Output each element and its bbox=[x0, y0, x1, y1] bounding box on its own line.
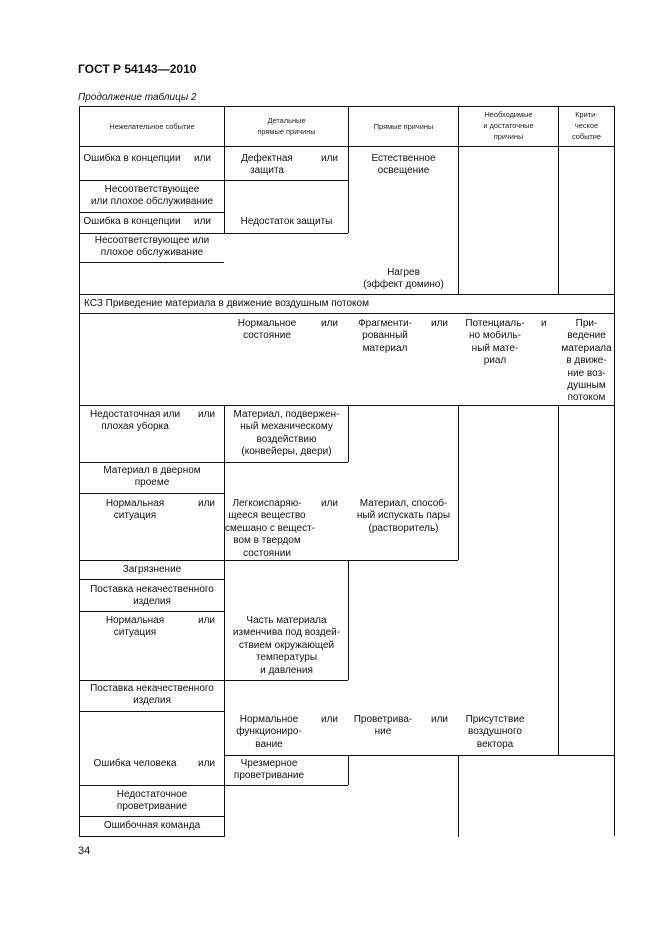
cell-wrong-command: Ошибочная команда bbox=[103, 820, 201, 831]
cell-heating-domino: Нагрев (эффект домино) bbox=[363, 267, 444, 291]
cell-normal-situation-1: Нормальная ситуация bbox=[105, 498, 165, 522]
cell-contamination: Загрязнение bbox=[122, 564, 182, 575]
cell-mechanically-affected-material: Материал, подвержен- ный механическому воздействию (конвейеры, двери) bbox=[233, 409, 340, 458]
operator-or: или bbox=[321, 714, 339, 725]
header-detailed-causes: Детальные прямые причины bbox=[257, 116, 316, 136]
cell-excessive-ventilation: Чрезмерное проветривание bbox=[233, 758, 305, 782]
cell-potentially-mobile-material: Потенциаль- но мобиль- ный мате- риал bbox=[465, 318, 525, 367]
cell-vapor-emitting-material: Материал, способ- ный испускать пары (растворитель) bbox=[356, 498, 451, 534]
header-direct-causes: Прямые причины bbox=[373, 122, 434, 131]
operator-and: и bbox=[541, 318, 547, 329]
cell-poor-quality-supply-2: Поставка некачественного изделия bbox=[90, 683, 214, 707]
operator-or: или bbox=[321, 498, 339, 509]
operator-or: или bbox=[198, 615, 216, 626]
cell-normal-state: Нормальное состояние bbox=[237, 318, 297, 342]
cell-normal-situation-2: Нормальная ситуация bbox=[105, 615, 165, 639]
header-critical-event: Крити- ческое событие bbox=[571, 110, 602, 141]
operator-or: или bbox=[431, 318, 449, 329]
cell-design-error-1: Ошибка в концепции bbox=[83, 153, 181, 164]
operator-or: или bbox=[198, 409, 216, 420]
cell-lack-of-protection: Недостаток защиты bbox=[240, 216, 333, 227]
cell-inadequate-maintenance-2: Несоответствующее или плохое обслуживание bbox=[94, 235, 210, 259]
cell-ventilation: Проветрива- ние bbox=[353, 714, 413, 738]
operator-or: или bbox=[194, 216, 212, 227]
cell-critical-event-airflow: При- ведение материала в движе- ние воз- душным потоком bbox=[561, 318, 612, 404]
section-ksz-title: КСЗ Приведение материала в движение воздушным потоком bbox=[84, 298, 369, 309]
operator-or: или bbox=[194, 153, 212, 164]
header-undesired-event: Нежелательное событие bbox=[109, 122, 195, 131]
page-number: 34 bbox=[78, 845, 91, 857]
cell-design-error-2: Ошибка в концепции bbox=[83, 216, 181, 227]
cell-fragmented-material: Фрагменти- рованный материал bbox=[358, 318, 412, 354]
operator-or: или bbox=[198, 498, 216, 509]
cell-insufficient-ventilation: Недостаточное проветривание bbox=[116, 789, 188, 813]
operator-or: или bbox=[198, 758, 216, 769]
cell-volatile-substance: Легкоиспаряю- щееся вещество смешано с вещест- вом в твердом состоянии bbox=[225, 498, 316, 559]
cell-inadequate-maintenance-1: Несоответствующее или плохое обслуживание bbox=[90, 184, 214, 208]
operator-or: или bbox=[431, 714, 449, 725]
cell-material-in-doorway: Материал в дверном проеме bbox=[103, 465, 201, 489]
cell-air-vector-presence: Присутствие воздушного вектора bbox=[465, 714, 525, 750]
table-continuation-label: Продолжение таблицы 2 bbox=[78, 92, 197, 103]
document-title: ГОСТ Р 54143—2010 bbox=[78, 62, 197, 76]
operator-or: или bbox=[321, 153, 339, 164]
cell-insufficient-cleaning: Недостаточная или плохая уборка bbox=[89, 409, 181, 433]
cell-temperature-pressure-material: Часть материала изменчива под воздей- ствием окружающей температуры и давления bbox=[232, 615, 341, 676]
cell-human-error: Ошибка человека bbox=[93, 758, 177, 769]
operator-or: или bbox=[321, 318, 339, 329]
header-necessary-causes: Необходимые и достаточные причины bbox=[483, 110, 534, 141]
cell-defective-protection: Дефектная защита bbox=[241, 153, 293, 177]
cell-normal-operation: Нормальное функциониро- вание bbox=[236, 714, 302, 750]
cell-natural-lighting: Естественное освещение bbox=[371, 153, 436, 177]
cell-poor-quality-supply-1: Поставка некачественного изделия bbox=[90, 584, 214, 608]
